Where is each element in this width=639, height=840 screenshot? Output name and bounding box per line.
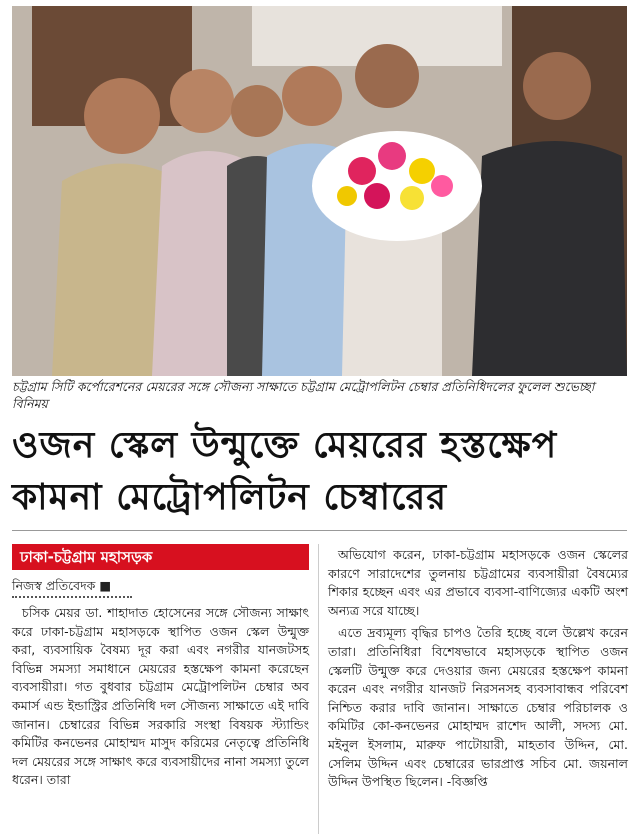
column-divider (318, 544, 319, 834)
article-right-column (328, 546, 628, 796)
news-photo (12, 6, 627, 376)
section-tag: ঢাকা-চট্টগ্রাম মহাসড়ক (12, 544, 309, 570)
article-left-column (12, 604, 309, 794)
left-paragraph: চসিক মেয়র ডা. শাহাদাত হোসেনের সঙ্গে সৌজন্য সাক্ষাৎ করে ঢাকা-চট্টগ্রাম মহাসড়কে স্থাপিত ওজন স্কেল উন্মুক্ত করা, ব্যবসায়িক বৈষম্য দূর করা এবং নগরীর যানজটসহ বিভিন্ন সমস্যা সমাধানে মেয়রের হস্তক্ষেপ কামনা করেছেন ব্যবসায়ীরা। গত বুধবার চট্টগ্রাম মেট্রোপলিটন চেম্বার অব কমার্স এন্ড ইন্ডাস্ট্রির প্রতিনিধি দল সৌজন্য সাক্ষাতে এই দাবি জানান। চেম্বারের বিভিন্ন সরকারি সংস্থা বিষয়ক স্ট্যান্ডিং কমিটির কনভেনর মোহাম্মদ মাসুদ করিমের নেতৃত্বে প্রতিনিধি দল মেয়রের সঙ্গে সাক্ষাৎ করে ব্যবসায়ীদের নানা সমস্যা তুলে ধরেন। তারা (12, 605, 309, 788)
headline-line-2: কামনা মেট্রোপলিটন চেম্বারের (12, 477, 448, 518)
byline: নিজস্ব প্রতিবেদক ■ (12, 578, 112, 593)
byline-dots (12, 596, 132, 598)
headline-rule (12, 530, 627, 531)
headline-line-1: ওজন স্কেল উন্মুক্তে মেয়রের হস্তক্ষেপ (12, 425, 558, 466)
right-paragraph-2: এতে দ্রব্যমূল্য বৃদ্ধির চাপও তৈরি হচ্ছে বলে উল্লেখ করেন তারা। প্রতিনিধিরা বিশেষভাবে মহাসড়কে স্থাপিত ওজন স্কেলটি উন্মুক্ত করে দেওয়ার জন্য মেয়রের হস্তক্ষেপ কামনা করেন এবং নগরীর যানজট নিরসনসহ ব্যবসাবান্ধব পরিবেশ নিশ্চিত করার দাবি জানান। সাক্ষাতে চেম্বার পরিচালক ও কমিটির কো-কনভেনর মোহাম্মদ রাশেদ আলী, সদস্য মো. মইনুল ইসলাম, মারুফ পাটোয়ারী, মাহতাব উদ্দিন, মো. সেলিম উদ্দিন এবং চেম্বারের ভারপ্রাপ্ত সচিব মো. জয়নাল উদ্দিন উপস্থিত ছিলেন। -বিজ্ঞপ্তি (328, 625, 628, 790)
group-photo-illustration (12, 6, 627, 376)
photo-caption: চট্টগ্রাম সিটি কর্পোরেশনের মেয়রের সঙ্গে সৌজন্য সাক্ষাতে চট্টগ্রাম মেট্রোপলিটন চেম্বার প্রতিনিধিদলের ফুলেল শুভেচ্ছা বিনিময় (12, 379, 595, 411)
right-paragraph-1: অভিযোগ করেন, ঢাকা-চট্টগ্রাম মহাসড়কে ওজন স্কেলের কারণে সারাদেশের তুলনায় চট্টগ্রামের ব্যবসায়ীরা বৈষম্যের শিকার হচ্ছেন এবং এর প্রভাবে ব্যবসা-বাণিজ্যের একটি অংশ অন্যত্র সরে যাচ্ছে। (328, 547, 628, 618)
